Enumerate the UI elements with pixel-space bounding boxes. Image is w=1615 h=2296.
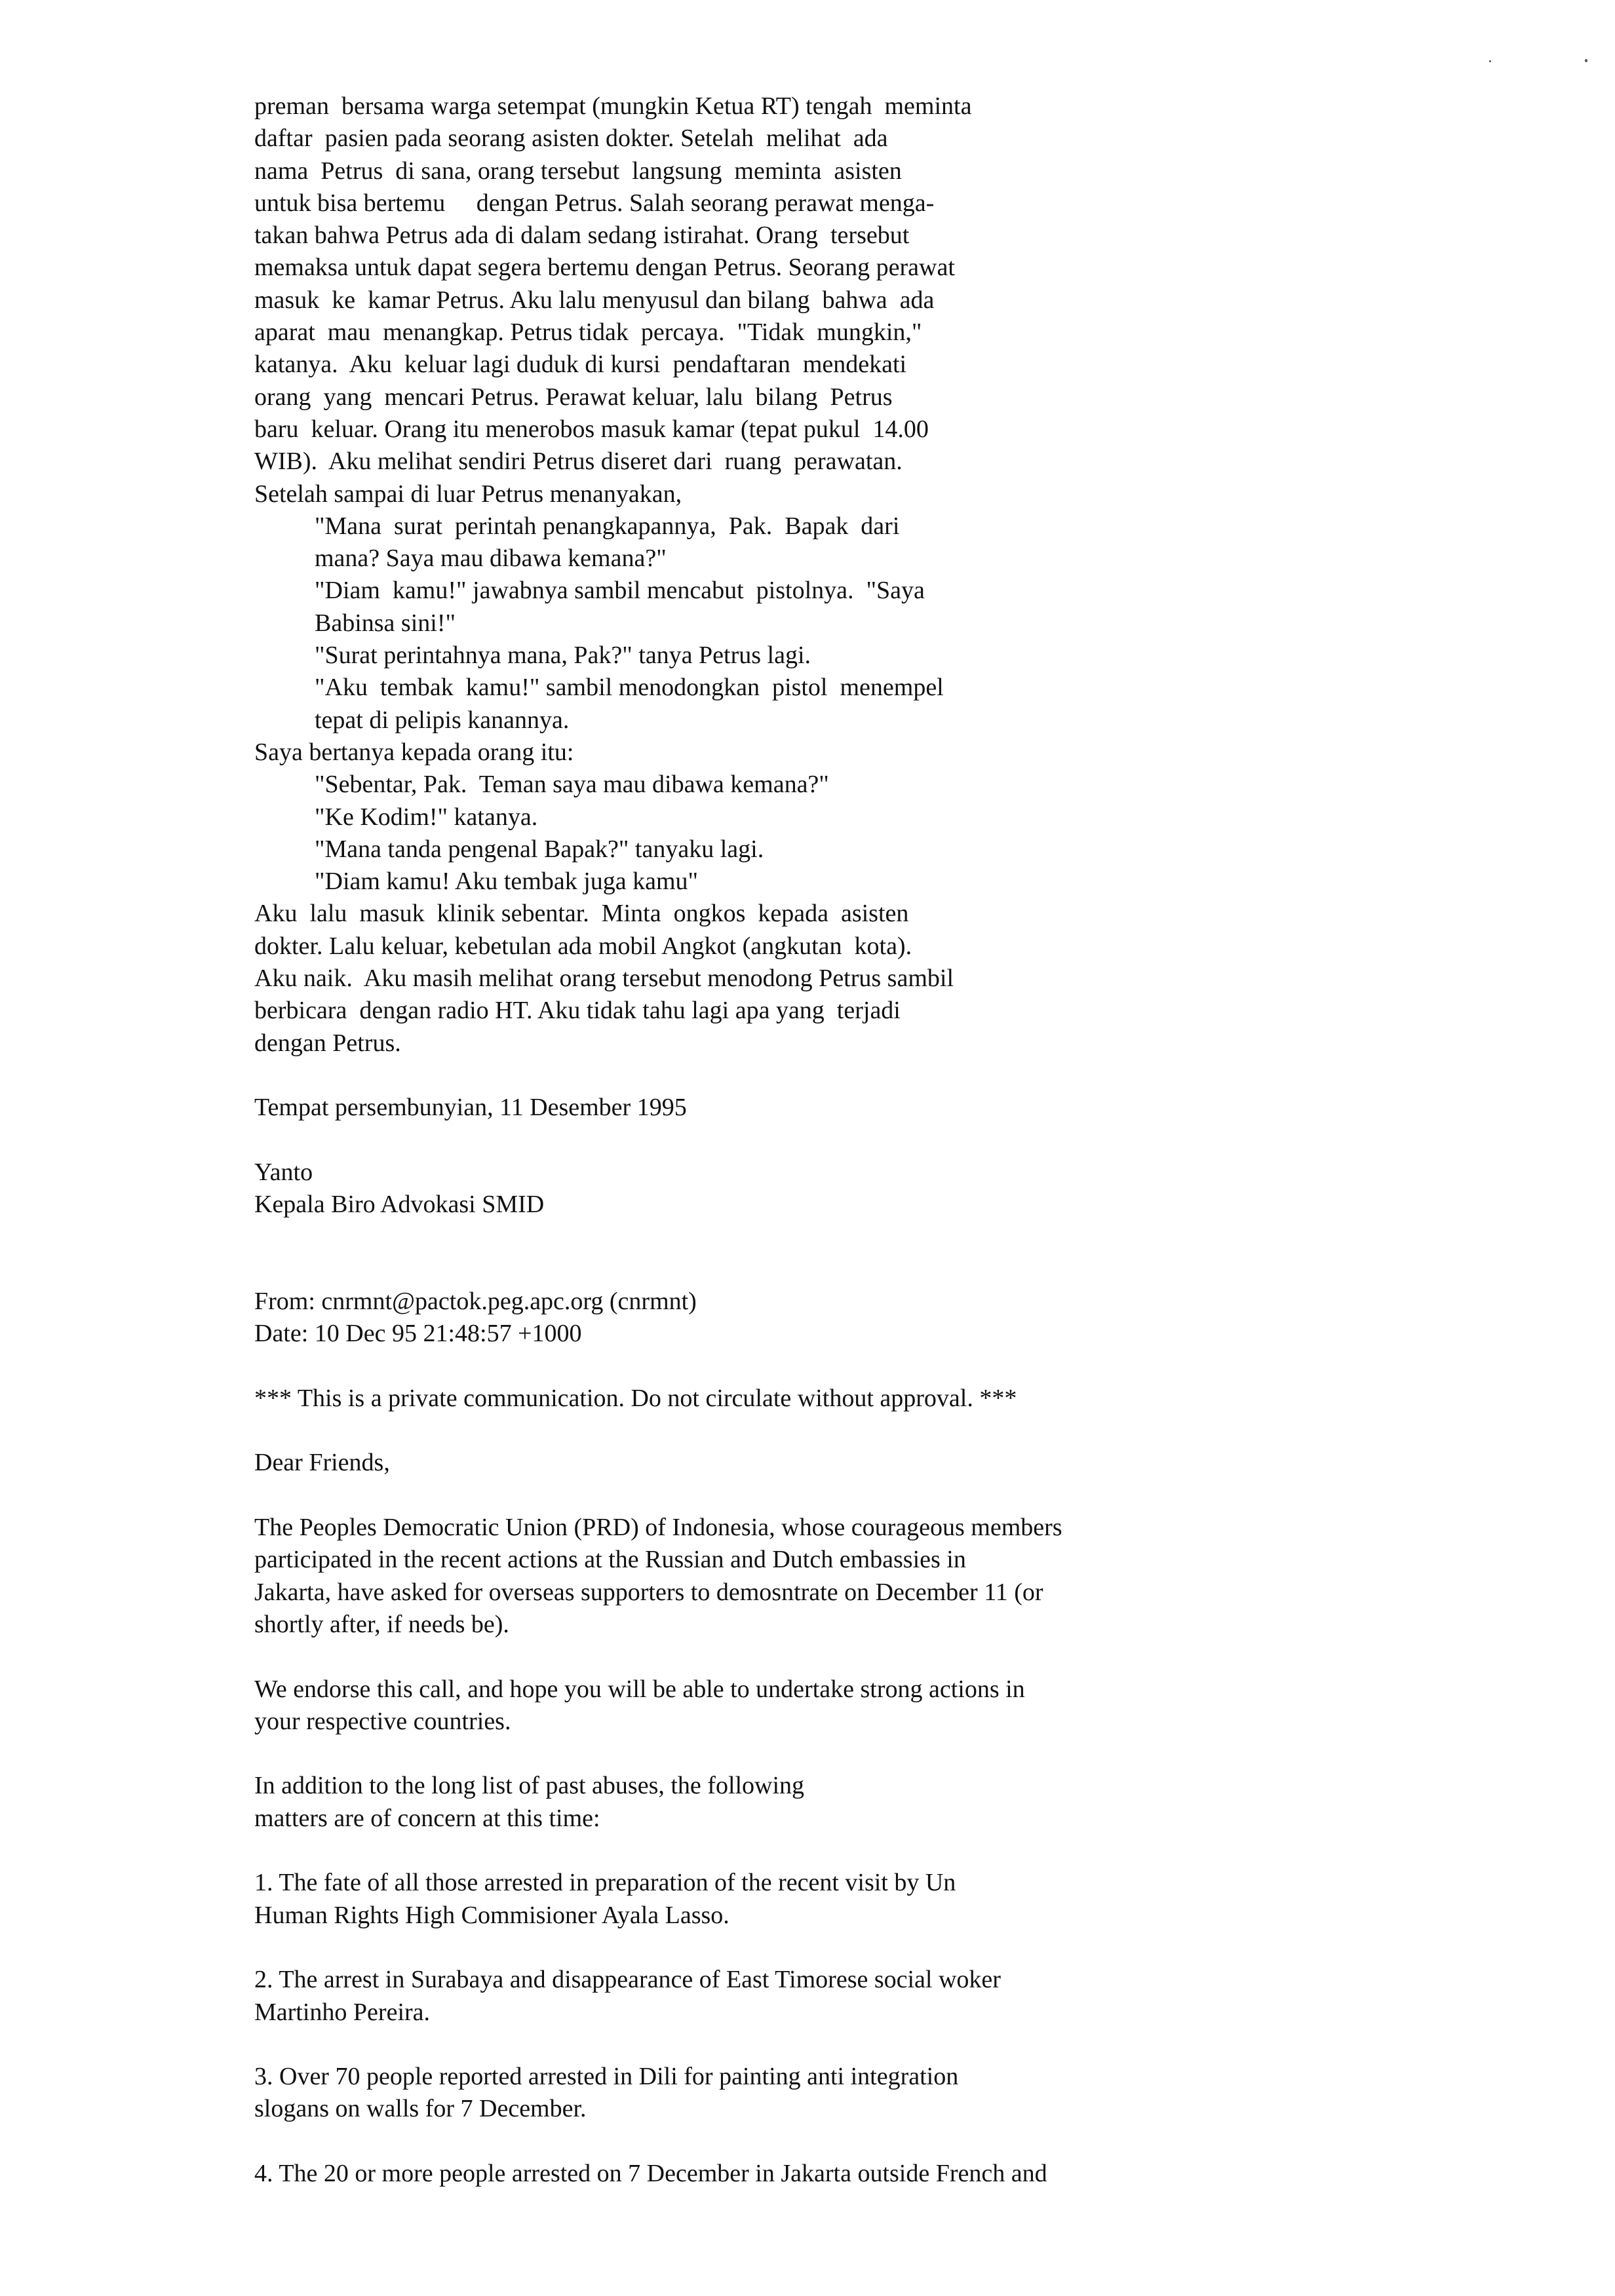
paragraph-2 (254, 1674, 1500, 1738)
narrative-line: memaksa untuk dapat segera bertemu dengan Petrus. Seorang perawat (254, 254, 955, 282)
paragraph-line: We endorse this call, and hope you will be able to undertake strong actions in (254, 1675, 1025, 1703)
closing-line: berbicara dengan radio HT. Aku tidak tahu lagi apa yang terjadi (254, 997, 901, 1025)
document-page (254, 90, 1500, 2190)
dialogue-line: "Mana tanda pengenal Bapak?" tanyaku lagi. (315, 835, 764, 863)
narrative-line: masuk ke kamar Petrus. Aku lalu menyusul dan bilang bahwa ada (254, 286, 935, 314)
closing-line: Aku naik. Aku masih melihat orang tersebut menodong Petrus sambil (254, 965, 954, 993)
list-item-line: Human Rights High Commisioner Ayala Lasso. (254, 1901, 730, 1929)
narrative-line: WIB). Aku melihat sendiri Petrus diseret dari ruang perawatan. (254, 448, 903, 476)
paragraph-line: The Peoples Democratic Union (PRD) of Indonesia, whose courageous members (254, 1514, 1062, 1542)
dialogue-line: "Sebentar, Pak. Teman saya mau dibawa kemana?" (315, 771, 829, 799)
scan-speck (1585, 59, 1587, 62)
narrative-section (254, 90, 1500, 510)
closing-line: Aku lalu masuk klinik sebentar. Minta ongkos kepada asisten (254, 900, 909, 928)
narrative-line: Setelah sampai di luar Petrus menanyakan, (254, 480, 682, 508)
narrative-line: preman bersama warga setempat (mungkin Ketua RT) tengah meminta (254, 92, 972, 120)
list-item-line: 1. The fate of all those arrested in preparation of the recent visit by Un (254, 1869, 956, 1897)
paragraph-line: your respective countries. (254, 1707, 511, 1735)
signature-title: Kepala Biro Advokasi SMID (254, 1191, 545, 1219)
narrative-line: daftar pasien pada seorang asisten dokter. Setelah melihat ada (254, 124, 888, 153)
narrative-line: takan bahwa Petrus ada di dalam sedang istirahat. Orang tersebut (254, 221, 910, 250)
closing-section (254, 898, 1500, 1059)
narrative-line: baru keluar. Orang itu menerobos masuk kamar (tepat pukul 14.00 (254, 415, 929, 443)
paragraph-3 (254, 1770, 1500, 1835)
scan-speck (1489, 60, 1491, 62)
private-notice: *** This is a private communication. Do not circulate without approval. *** (254, 1384, 1017, 1412)
list-item-line: 4. The 20 or more people arrested on 7 December in Jakarta outside French and (254, 2160, 1047, 2187)
narrative-line: katanya. Aku keluar lagi duduk di kursi pendaftaran mendekati (254, 351, 907, 379)
list-item-3 (254, 2061, 1500, 2126)
signature-name: Yanto (254, 1158, 313, 1186)
greeting: Dear Friends, (254, 1449, 390, 1477)
place-date: Tempat persembunyian, 11 Desember 1995 (254, 1094, 687, 1122)
closing-line: dengan Petrus. (254, 1029, 401, 1057)
dialogue-line: mana? Saya mau dibawa kemana?" (315, 545, 667, 573)
narrative-line: aparat mau menangkap. Petrus tidak percaya. "Tidak mungkin," (254, 318, 922, 347)
paragraph-line: Jakarta, have asked for overseas supporters to demosntrate on December 11 (or (254, 1578, 1043, 1606)
dialogue-line: "Ke Kodim!" katanya. (315, 803, 538, 831)
list-item-1 (254, 1867, 1500, 1932)
closing-line: dokter. Lalu keluar, kebetulan ada mobil Angkot (angkutan kota). (254, 932, 912, 960)
dialogue-line: "Surat perintahnya mana, Pak?" tanya Petrus lagi. (315, 641, 811, 670)
paragraph-line: shortly after, if needs be). (254, 1610, 509, 1638)
narrative-line: untuk bisa bertemu dengan Petrus. Salah seorang perawat menga- (254, 189, 935, 217)
dialogue-block-2 (254, 769, 1500, 898)
list-item-line: slogans on walls for 7 December. (254, 2095, 587, 2123)
dialogue-line: Babinsa sini!" (315, 609, 456, 637)
narrative-line: nama Petrus di sana, orang tersebut langsung meminta asisten (254, 157, 902, 185)
list-item-line: Martinho Pereira. (254, 1998, 431, 2026)
email-date: Date: 10 Dec 95 21:48:57 +1000 (254, 1320, 582, 1348)
dialogue-line: "Aku tembak kamu!" sambil menodongkan pistol menempel (315, 674, 944, 702)
narrative-line: orang yang mencari Petrus. Perawat keluar, lalu bilang Petrus (254, 383, 893, 411)
list-item-line: 2. The arrest in Surabaya and disappearance of East Timorese social woker (254, 1966, 1001, 1994)
list-item-line: 3. Over 70 people reported arrested in Dili for painting anti integration (254, 2063, 959, 2091)
paragraph-line: In addition to the long list of past abuses, the following (254, 1772, 805, 1800)
dialogue-line: tepat di pelipis kanannya. (315, 706, 570, 734)
list-item-2 (254, 1964, 1500, 2029)
paragraph-1 (254, 1512, 1500, 1641)
question-line: Saya bertanya kepada orang itu: (254, 738, 574, 766)
paragraph-line: participated in the recent actions at the Russian and Dutch embassies in (254, 1546, 966, 1574)
dialogue-block-1 (254, 510, 1500, 737)
dialogue-line: "Diam kamu!" jawabnya sambil mencabut pistolnya. "Saya (315, 577, 925, 605)
paragraph-line: matters are of concern at this time: (254, 1804, 600, 1832)
email-from: From: cnrmnt@pactok.peg.apc.org (cnrmnt) (254, 1287, 697, 1315)
list-item-4 (254, 2158, 1500, 2190)
dialogue-line: "Mana surat perintah penangkapannya, Pak. Bapak dari (315, 512, 900, 540)
dialogue-line: "Diam kamu! Aku tembak juga kamu" (315, 868, 699, 896)
